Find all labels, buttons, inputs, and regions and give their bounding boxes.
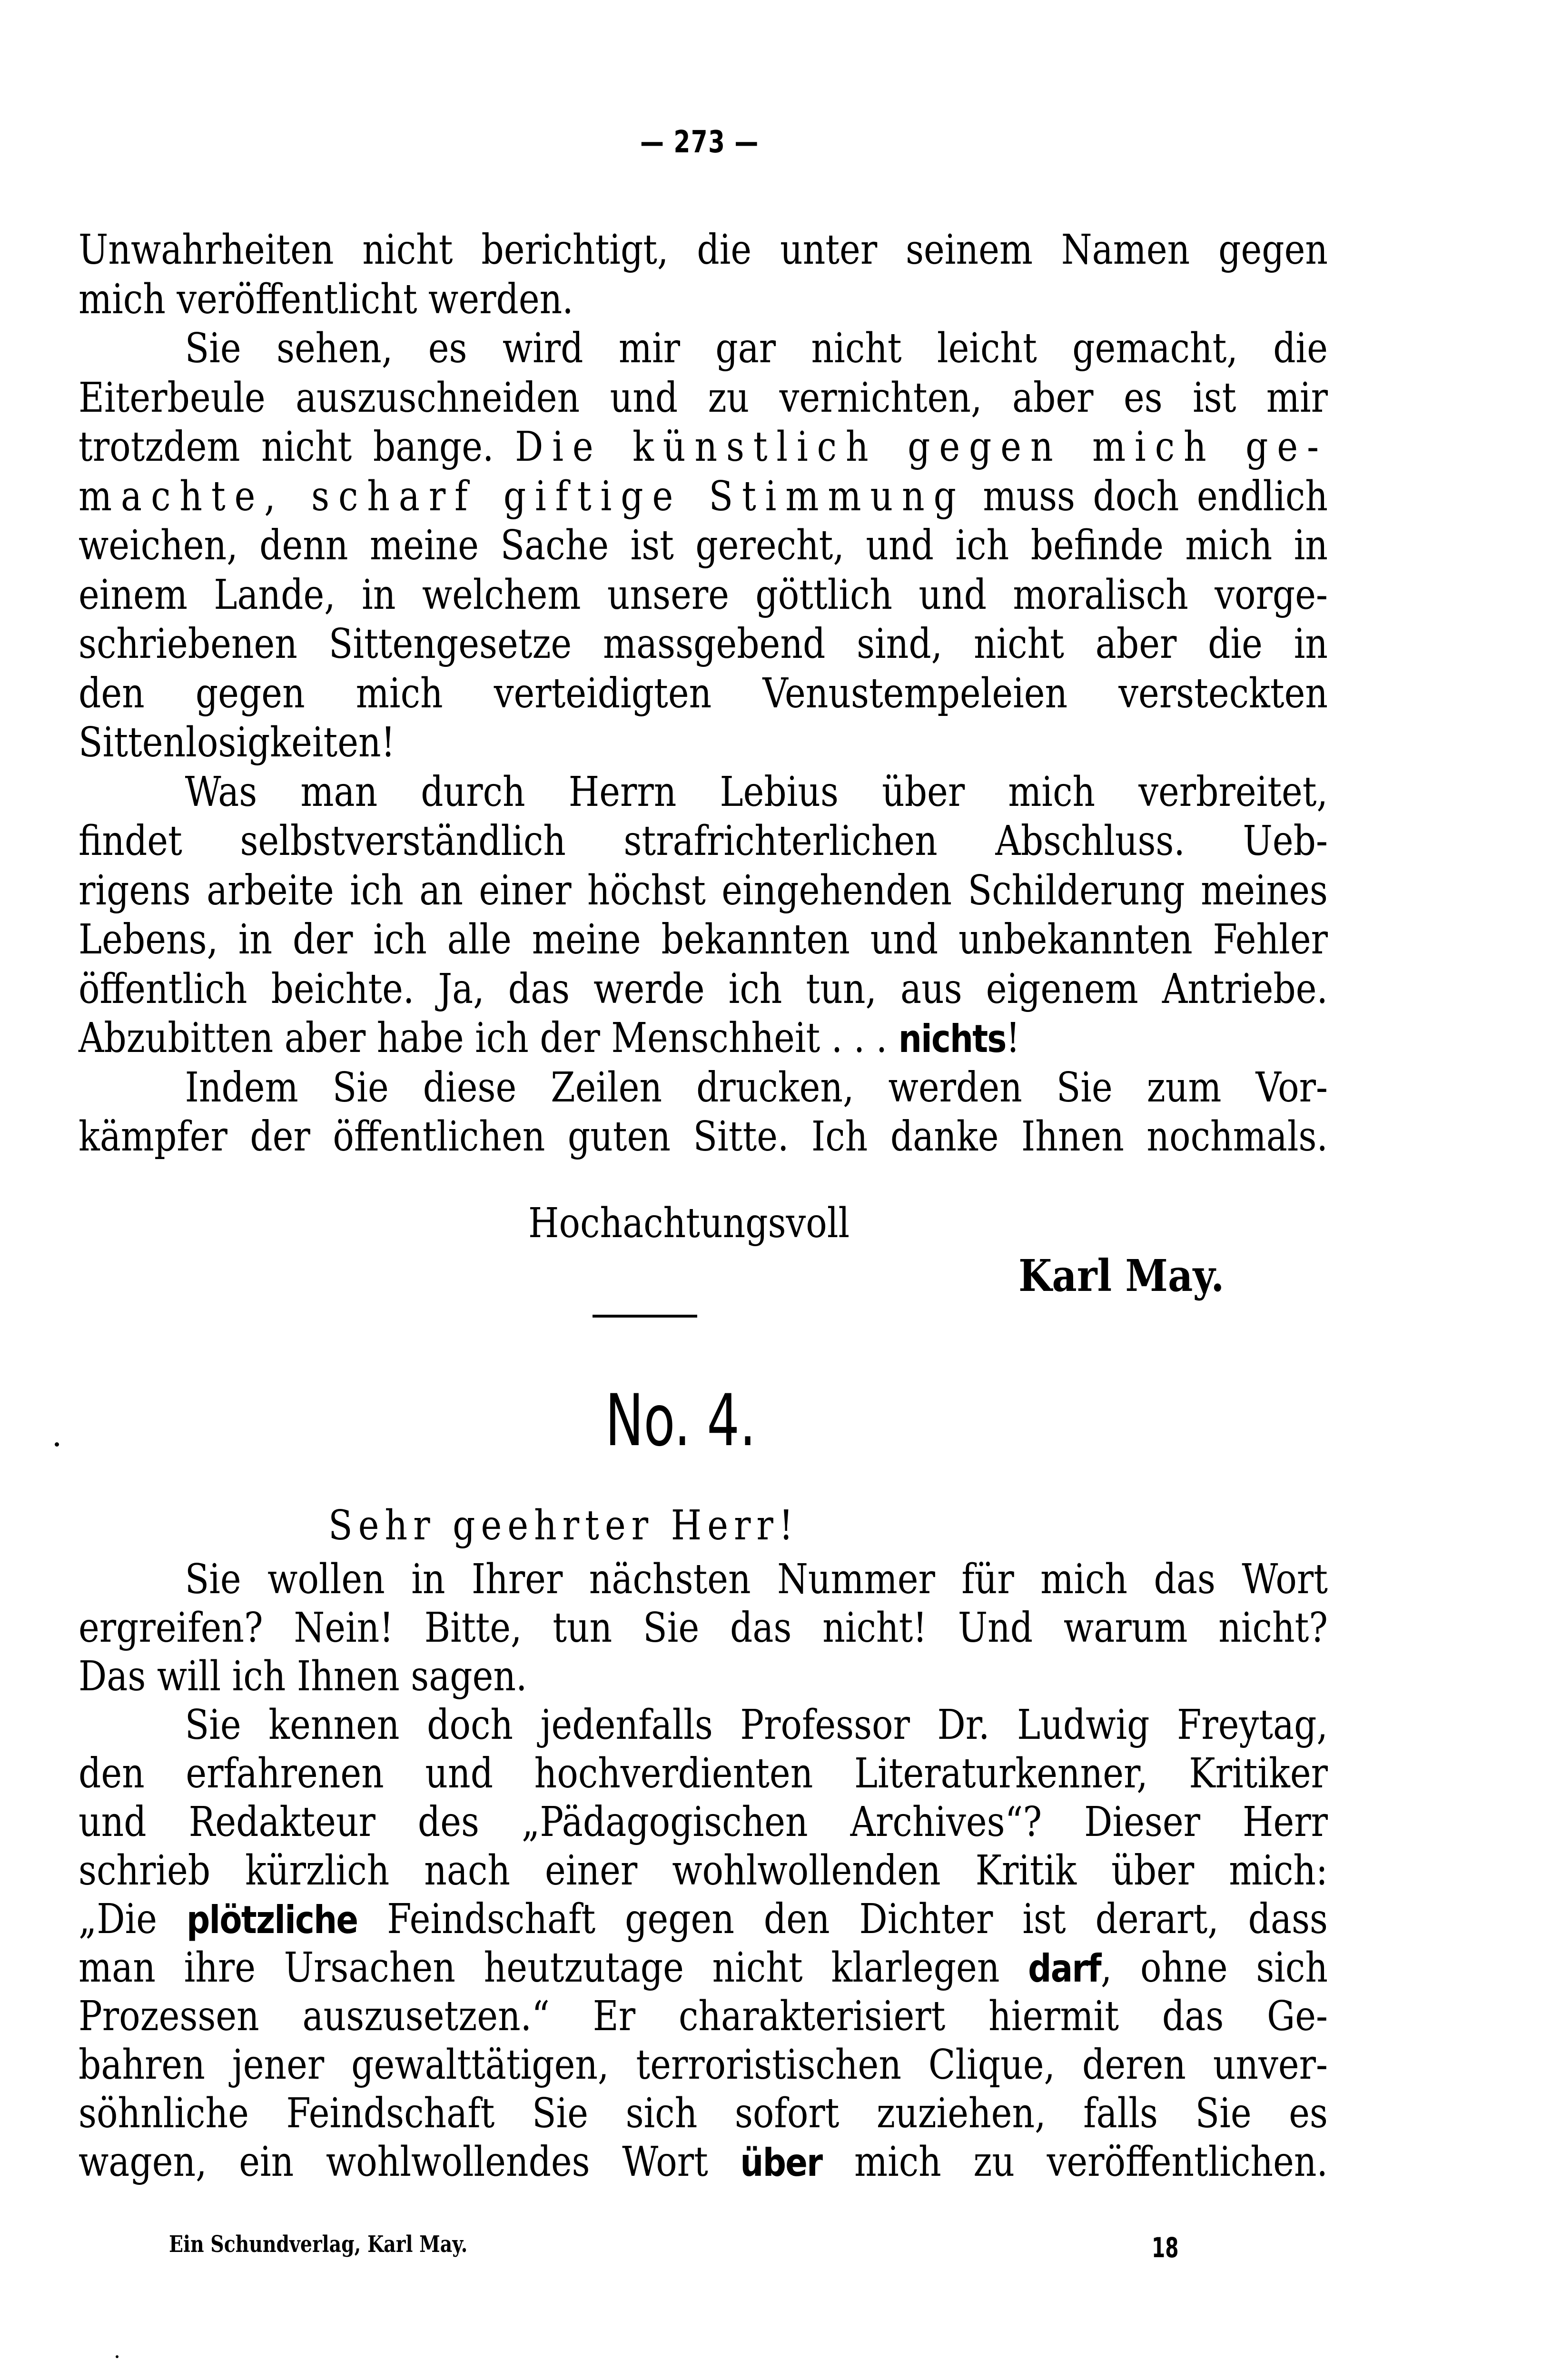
signature: Karl May. <box>1018 1250 1225 1301</box>
text-line <box>79 1650 1328 1703</box>
text-segment: „Die <box>79 1895 187 1943</box>
text-segment: den erfahrenen und hochverdienten Literaturkenner, Kritiker <box>79 1750 1328 1797</box>
section-heading: No. 4. <box>605 1379 756 1462</box>
text-line <box>79 766 1328 818</box>
text-segment: öffentlich beichte. Ja, das werde ich tun, aus eigenem Antriebe. <box>79 965 1328 1013</box>
text-line <box>79 1602 1328 1654</box>
text-line <box>79 963 1328 1015</box>
text-line <box>79 1942 1328 1994</box>
text-line <box>79 618 1328 670</box>
text-line <box>79 421 1328 473</box>
text-segment: Abzubitten aber habe ich der Menschheit . . . <box>79 1014 899 1062</box>
text-segment: Eiterbeule auszuschneiden und zu vernichten, aber es ist mir <box>79 374 1328 422</box>
text-segment: mich veröffentlicht werden. <box>79 275 573 323</box>
text-segment: weichen, denn meine Sache ist gerecht, und ich befinde mich in <box>79 522 1328 569</box>
emphasis-bold: darf <box>1028 1946 1101 1991</box>
emphasis-bold: über <box>740 2141 822 2185</box>
text-segment: Indem Sie diese Zeilen drucken, werden Sie zum Vor- <box>185 1063 1328 1111</box>
section-divider-rule <box>593 1315 697 1318</box>
scan-speck <box>116 2355 119 2358</box>
text-line <box>79 1796 1328 1848</box>
text-segment: Sittenlosigkeiten! <box>79 719 395 766</box>
salutation: Sehr geehrter Herr! <box>328 1502 799 1549</box>
text-segment: einem Lande, in welchem unsere göttlich und moralisch vorge- <box>79 571 1328 619</box>
text-segment: den gegen mich verteidigten Venustempeleien versteckten <box>79 669 1328 717</box>
text-segment: Sie kennen doch jedenfalls Professor Dr. Ludwig Freytag, <box>185 1701 1328 1749</box>
text-segment: Das will ich Ihnen sagen. <box>79 1653 527 1700</box>
text-segment: findet selbstverständlich strafrichterlichen Abschluss. Ueb- <box>79 817 1328 865</box>
text-line <box>79 1699 1328 1751</box>
text-segment: ! <box>1006 1014 1020 1062</box>
text-line <box>79 1061 1328 1114</box>
scan-speck <box>55 1442 59 1447</box>
text-segment: man ihre Ursachen heutzutage nicht klarlegen <box>79 1944 1028 1992</box>
text-segment: Sie sehen, es wird mir gar nicht leicht gemacht, die <box>185 325 1328 372</box>
text-segment: Sie wollen in Ihrer nächsten Nummer für mich das Wort <box>185 1556 1328 1603</box>
text-segment: kämpfer der öffentlichen guten Sitte. Ich danke Ihnen nochmals. <box>79 1113 1328 1160</box>
text-line <box>79 569 1328 621</box>
text-segment: , ohne sich <box>1100 1944 1328 1992</box>
text-segment: Prozessen auszusetzen.“ Er charakterisiert hiermit das Ge- <box>79 1993 1328 2040</box>
text-line <box>79 815 1328 867</box>
text-segment: söhnliche Feindschaft Sie sich sofort zuziehen, falls Sie es <box>79 2090 1328 2137</box>
text-segment: schrieb kürzlich nach einer wohlwollenden Kritik über mich: <box>79 1847 1328 1894</box>
text-line <box>79 1844 1328 1897</box>
text-line <box>79 273 1328 326</box>
text-segment: Unwahrheiten nicht berichtigt, die unter seinem Namen gegen <box>79 226 1328 274</box>
text-line <box>79 1553 1328 1606</box>
emphasis-bold: plötzliche <box>186 1898 358 1942</box>
text-line <box>79 667 1328 720</box>
text-segment: und Redakteur des „Pädagogischen Archives“? Dieser Herr <box>79 1798 1328 1846</box>
text-line <box>79 1747 1328 1800</box>
text-segment: muss doch endlich <box>965 472 1328 520</box>
text-line <box>79 913 1328 966</box>
text-line <box>79 1111 1328 1163</box>
text-line <box>79 1012 1328 1064</box>
text-segment: Lebens, in der ich alle meine bekannten und unbekannten Fehler <box>79 916 1328 963</box>
text-segment: wagen, ein wohlwollendes Wort <box>79 2138 741 2186</box>
text-line <box>79 224 1328 276</box>
closing-phrase: Hochachtungsvoll <box>528 1200 850 1247</box>
text-segment: bahren jener gewalttätigen, terroristischen Clique, deren unver- <box>79 2041 1328 2089</box>
text-line <box>79 1893 1328 1945</box>
text-line <box>79 322 1328 375</box>
text-segment: mich zu veröffentlichen. <box>822 2138 1328 2186</box>
text-segment: trotzdem nicht bange. <box>79 423 515 471</box>
text-line <box>79 372 1328 424</box>
footer-signature-mark: Ein Schundverlag, Karl May. <box>169 2231 468 2258</box>
emphasis-spaced: machte, scharf giftige Stimmung <box>79 472 965 520</box>
text-line <box>79 2136 1328 2188</box>
text-line <box>79 864 1328 917</box>
emphasis-spaced: Die künstlich gegen mich ge- <box>515 423 1328 471</box>
page-number-header: — 273 — <box>640 125 759 160</box>
text-segment: Was man durch Herrn Lebius über mich verbreitet, <box>185 768 1328 816</box>
text-segment: ergreifen? Nein! Bitte, tun Sie das nicht! Und warum nicht? <box>79 1604 1328 1652</box>
text-line <box>79 519 1328 572</box>
emphasis-bold: nichts <box>898 1017 1006 1061</box>
text-line <box>79 470 1328 523</box>
text-line <box>79 2039 1328 2091</box>
text-line <box>79 2087 1328 2140</box>
text-segment: Feindschaft gegen den Dichter ist derart, dass <box>357 1895 1328 1943</box>
text-line <box>79 716 1328 769</box>
text-line <box>79 1990 1328 2043</box>
text-segment: schriebenen Sittengesetze massgebend sind, nicht aber die in <box>79 620 1328 668</box>
text-segment: rigens arbeite ich an einer höchst eingehenden Schilderung meines <box>79 866 1328 914</box>
footer-sheet-number: 18 <box>1152 2231 1179 2264</box>
